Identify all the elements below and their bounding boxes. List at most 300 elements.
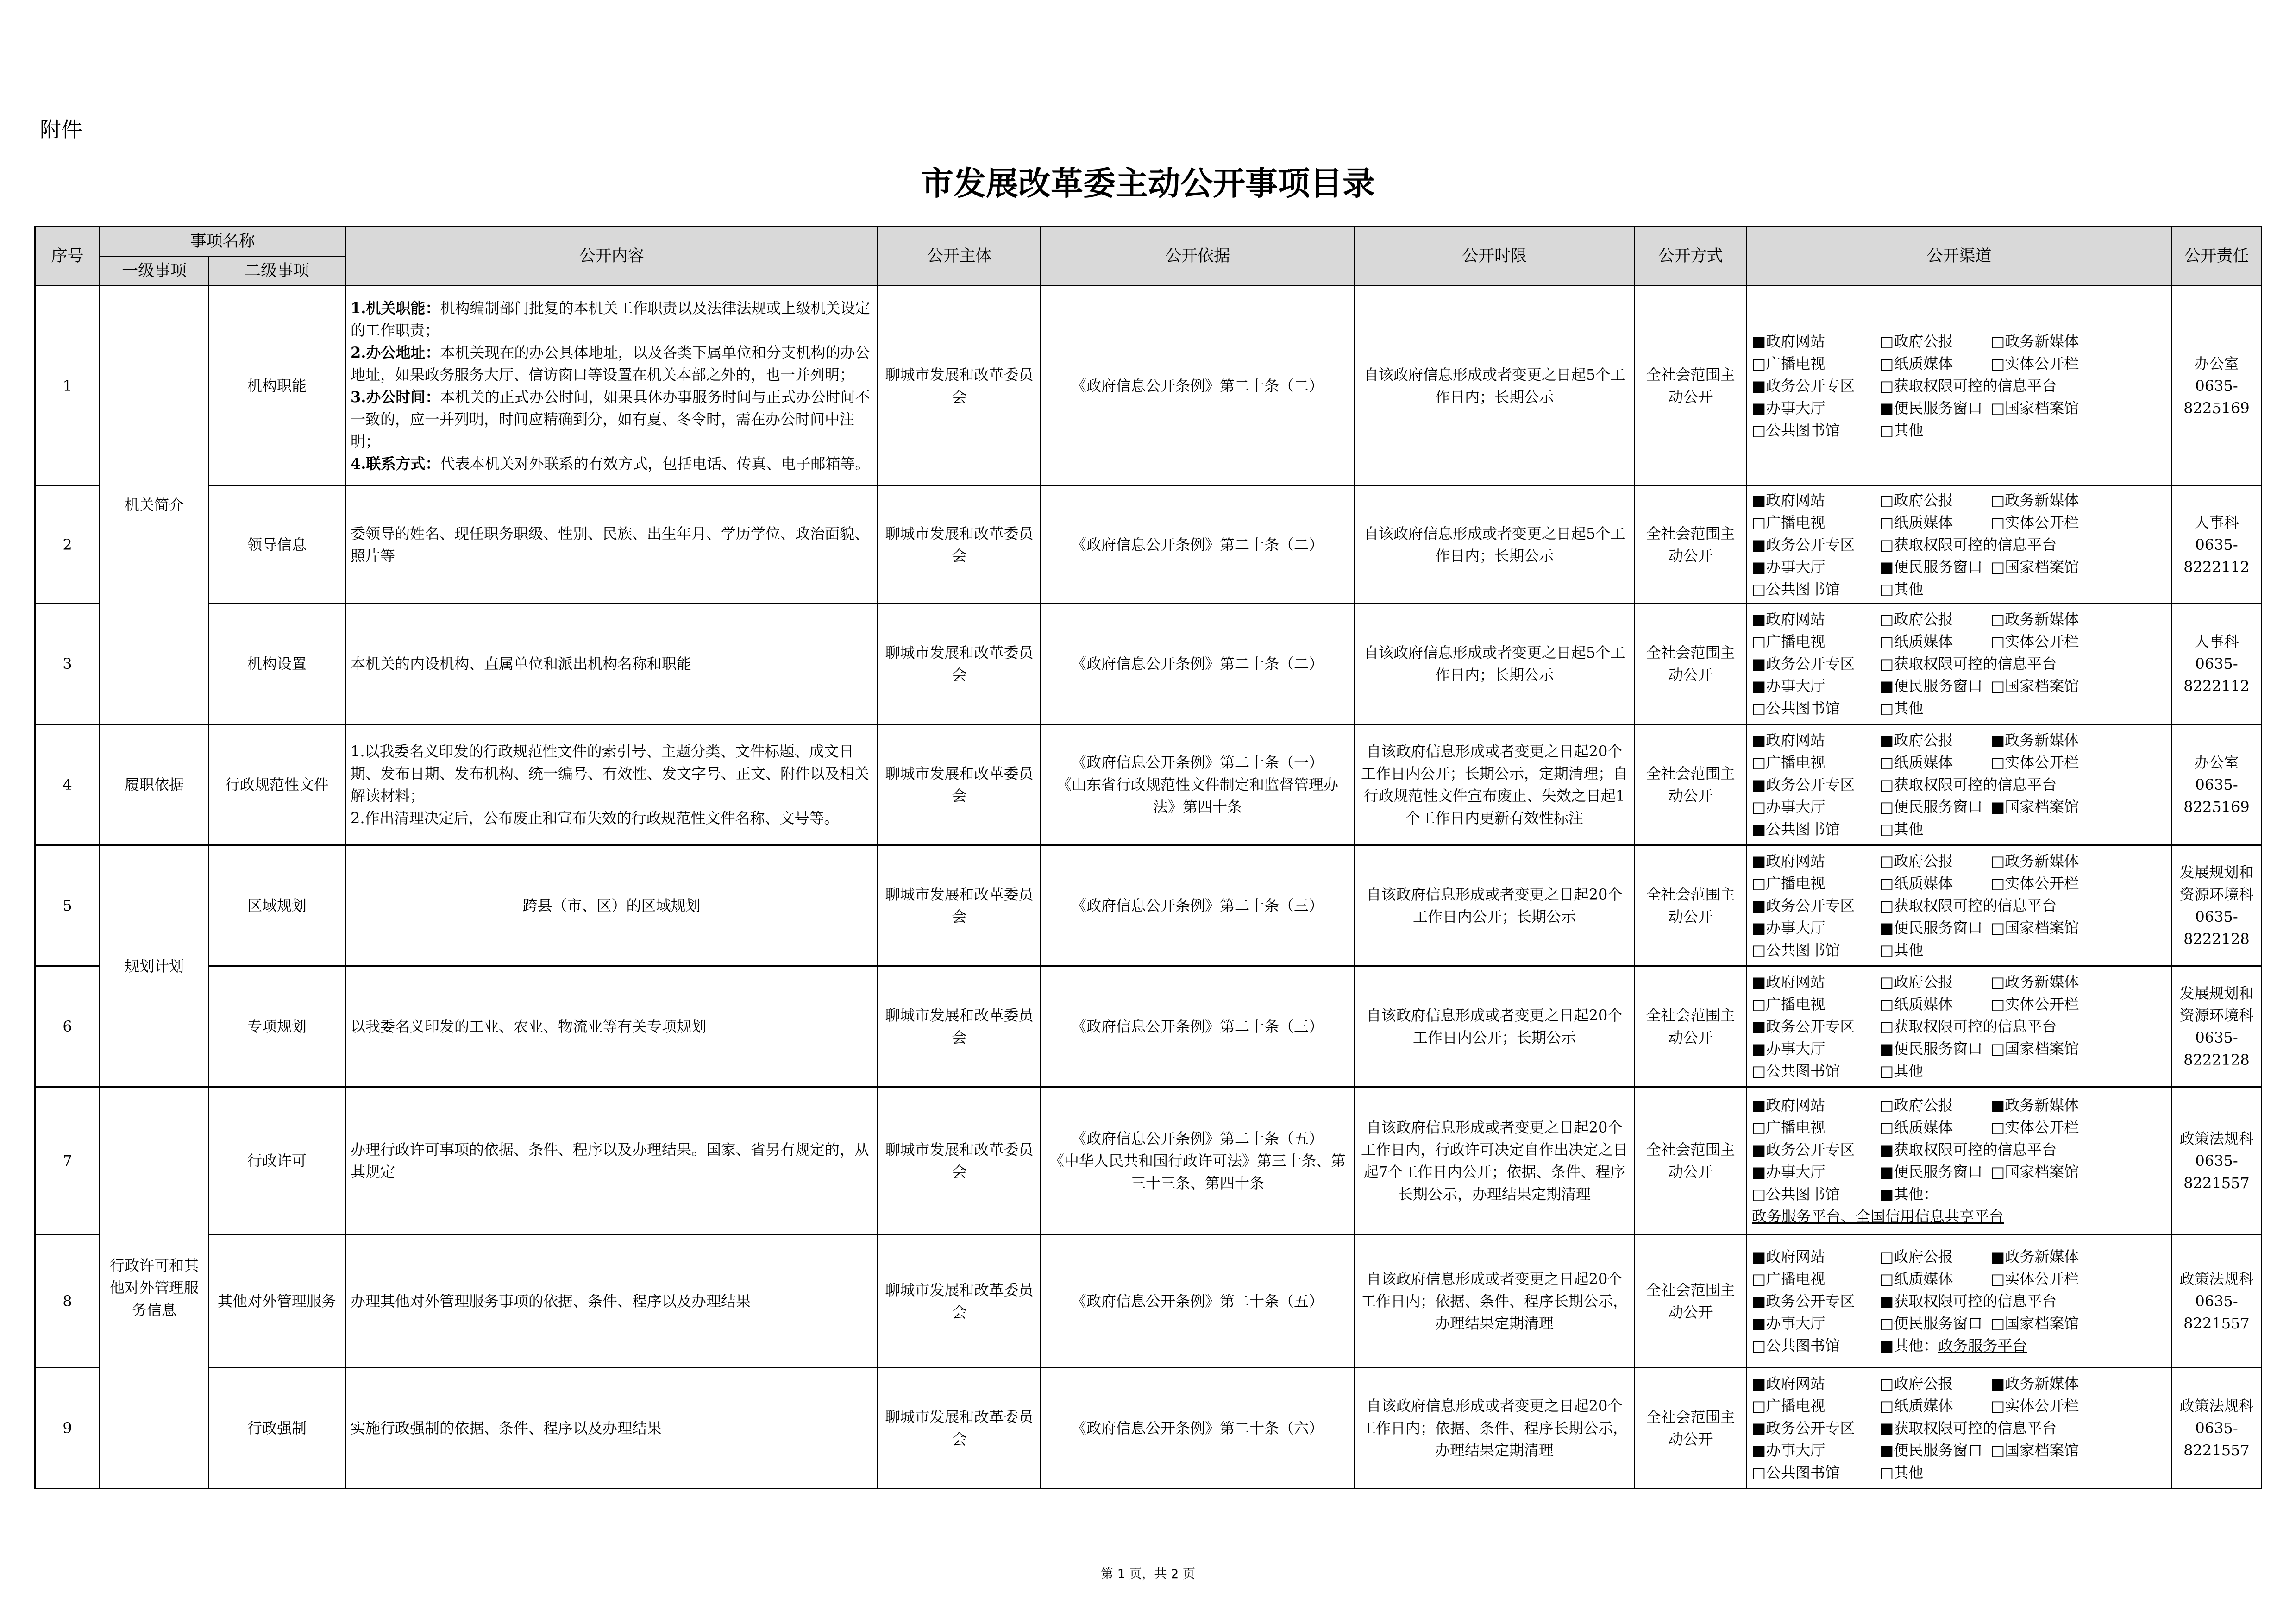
channel-label: 政务公开专区 [1766, 377, 1855, 395]
channel-label: 获取权限可控的信息平台 [1894, 1419, 2057, 1437]
seq-cell: 4 [35, 724, 100, 845]
content-cell: 以我委名义印发的工业、农业、物流业等有关专项规划 [345, 966, 878, 1087]
channel-label: 纸质媒体 [1894, 1270, 1953, 1288]
time-limit-cell: 自该政府信息形成或者变更之日起20个工作日内，行政许可决定自作出决定之日起7个工作日内公开；依据、条件、程序长期公示，办理结果定期清理 [1355, 1087, 1635, 1234]
checkbox-icon: ■ [1752, 1040, 1766, 1057]
responsibility-cell: 政策法规科 0635-8221557 [2172, 1234, 2262, 1368]
channel-option-zone [1752, 1417, 1880, 1439]
channel-label: 国家档案馆 [2005, 1163, 2079, 1181]
channel-option-archives [1991, 1439, 2079, 1461]
time-limit-cell: 自该政府信息形成或者变更之日起20个工作日内公开；长期公示 [1355, 966, 1635, 1087]
channel-option-board [1991, 511, 2079, 534]
channel-label: 获取权限可控的信息平台 [1894, 535, 2057, 554]
channel-option-zone [1752, 1139, 1880, 1161]
table-row [35, 286, 2262, 486]
channel-label: 政务公开专区 [1766, 1140, 1855, 1158]
channel-option-window [1880, 1161, 1991, 1183]
channel-label: 政府公报 [1894, 1096, 1953, 1114]
channel-option-window [1880, 1038, 1991, 1060]
channel-label: 政府网站 [1766, 973, 1826, 991]
content-cell: 1.以我委名义印发的行政规范性文件的索引号、主题分类、文件标题、成文日期、发布日期、发布机构、统一编号、有效性、发文字号、正文、附件以及相关解读材料； 2.作出清理决定后，公布废止和宣布失效的行政规范性文件名称、文号等。 [345, 724, 878, 845]
checkbox-icon: ■ [1752, 897, 1766, 914]
channel-label: 获取权限可控的信息平台 [1894, 776, 2057, 793]
channel-label: 纸质媒体 [1894, 1397, 1953, 1415]
checkbox-icon: □ [1880, 1314, 1894, 1332]
checkbox-icon: ■ [1752, 399, 1766, 417]
channel-option-print [1880, 993, 1991, 1015]
channel-option-archives [1991, 917, 2079, 939]
channel-option-window [1880, 556, 1991, 578]
checkbox-icon: ■ [1991, 1096, 2005, 1114]
channel-cell [1747, 966, 2172, 1087]
channel-label: 纸质媒体 [1894, 354, 1953, 372]
channel-label: 其他 [1894, 1336, 1924, 1354]
checkbox-icon: □ [1880, 941, 1894, 959]
checkbox-icon: ■ [1880, 1040, 1894, 1057]
responsibility-cell: 发展规划和资源环境科 0635-8222128 [2172, 845, 2262, 966]
channel-label: 广播电视 [1766, 354, 1826, 372]
channel-option-hall [1752, 1439, 1880, 1461]
channel-label: 获取权限可控的信息平台 [1894, 377, 2057, 395]
channel-label: 纸质媒体 [1894, 633, 1953, 650]
checkbox-icon: □ [1991, 1163, 2005, 1181]
level2-cell: 机构设置 [209, 604, 345, 724]
channel-label: 实体公开栏 [2005, 995, 2079, 1013]
channel-label: 国家档案馆 [2005, 1441, 2079, 1459]
checkbox-icon: □ [1880, 1096, 1894, 1114]
channel-label: 国家档案馆 [2005, 558, 2079, 576]
header-subject: 公开主体 [878, 227, 1041, 286]
seq-cell: 3 [35, 604, 100, 724]
subject-cell: 聊城市发展和改革委员会 [878, 966, 1041, 1087]
channel-option-archives [1991, 1161, 2079, 1183]
channel-option-terminal [1880, 1417, 2057, 1439]
subject-cell: 聊城市发展和改革委员会 [878, 286, 1041, 486]
channel-label: 纸质媒体 [1894, 1118, 1953, 1136]
channel-label: 办事大厅 [1766, 677, 1826, 695]
checkbox-icon: ■ [1880, 1185, 1894, 1203]
checkbox-icon: □ [1880, 580, 1894, 598]
checkbox-icon: □ [1752, 1118, 1766, 1136]
checkbox-icon: ■ [1880, 558, 1894, 576]
table-row [35, 486, 2262, 604]
content-item-text: 本机关现在的办公具体地址，以及各类下属单位和分支机构的办公地址，如果政务服务大厅、信访窗口等设置在机关本部之外的，也一并列明； [351, 343, 870, 384]
channel-label: 办事大厅 [1766, 1441, 1826, 1459]
channel-option-library [1752, 1060, 1880, 1082]
checkbox-icon: □ [1880, 875, 1894, 892]
channel-label: 实体公开栏 [2005, 1270, 2079, 1288]
checkbox-icon: ■ [1752, 1018, 1766, 1035]
channel-option-board [1991, 993, 2079, 1015]
level2-cell: 领导信息 [209, 486, 345, 604]
channel-option-archives [1991, 1312, 2079, 1334]
checkbox-icon: □ [1880, 513, 1894, 531]
channel-option-zone [1752, 653, 1880, 675]
checkbox-icon: □ [1752, 798, 1766, 816]
channel-label: 广播电视 [1766, 875, 1826, 892]
seq-cell: 2 [35, 486, 100, 604]
channel-option-library [1752, 697, 1880, 719]
channel-label: 政府网站 [1766, 611, 1826, 628]
responsibility-cell: 政策法规科 0635-8221557 [2172, 1087, 2262, 1234]
checkbox-icon: ■ [1752, 1163, 1766, 1181]
channel-option-board [1991, 352, 2079, 375]
checkbox-icon: ■ [1991, 1375, 2005, 1392]
subject-cell: 聊城市发展和改革委员会 [878, 1368, 1041, 1489]
channel-option-gazette [1880, 1094, 1991, 1116]
channel-option-print [1880, 1395, 1991, 1417]
channel-label: 国家档案馆 [2005, 1314, 2079, 1332]
channel-option-gazette [1880, 489, 1991, 511]
channel-label: 国家档案馆 [2005, 1040, 2079, 1057]
channel-option-window [1880, 796, 1991, 818]
basis-cell: 《政府信息公开条例》第二十条（六） [1041, 1368, 1355, 1489]
checkbox-icon: □ [1991, 1040, 2005, 1057]
channel-option-board [1991, 630, 2079, 653]
checkbox-icon: ■ [1752, 1375, 1766, 1392]
checkbox-icon: ■ [1752, 535, 1766, 554]
channel-label: 实体公开栏 [2005, 513, 2079, 531]
content-item-label: 1.机关职能： [351, 299, 440, 317]
channel-label: 便民服务窗口 [1894, 919, 1983, 937]
checkbox-icon: □ [1880, 1397, 1894, 1415]
channel-option-zone [1752, 534, 1880, 556]
subject-cell: 聊城市发展和改革委员会 [878, 1234, 1041, 1368]
checkbox-icon: ■ [1752, 731, 1766, 749]
channel-option-other [1880, 419, 1923, 441]
checkbox-icon: □ [1991, 852, 2005, 870]
channel-option-window [1880, 917, 1991, 939]
channel-label: 政务新媒体 [2005, 852, 2079, 870]
channel-label: 纸质媒体 [1894, 754, 1953, 771]
content-item-label: 4.联系方式： [351, 454, 440, 472]
time-limit-cell: 自该政府信息形成或者变更之日起20个工作日内公开；长期公示，定期清理；自行政规范性文件宣布废止、失效之日起1个工作日内更新有效性标注 [1355, 724, 1635, 845]
header-time-limit: 公开时限 [1355, 227, 1635, 286]
channel-option-gazette [1880, 729, 1991, 751]
checkbox-icon: □ [1752, 1464, 1766, 1481]
checkbox-icon: □ [1752, 421, 1766, 439]
channel-option-new_media [1991, 850, 2079, 872]
basis-cell: 《政府信息公开条例》第二十条（二） [1041, 486, 1355, 604]
checkbox-icon: □ [1880, 699, 1894, 717]
channel-option-website [1752, 850, 1880, 872]
channel-label: 其他 [1894, 1185, 1924, 1203]
channel-option-website [1752, 489, 1880, 511]
channel-option-board [1991, 1395, 2079, 1417]
checkbox-icon: □ [1752, 1397, 1766, 1415]
checkbox-icon: □ [1880, 820, 1894, 838]
channel-option-website [1752, 729, 1880, 751]
channel-label: 政府网站 [1766, 1375, 1826, 1392]
channel-option-window [1880, 1312, 1991, 1334]
checkbox-icon: ■ [1991, 731, 2005, 749]
basis-cell: 《政府信息公开条例》第二十条（五） [1041, 1234, 1355, 1368]
table-row [35, 845, 2262, 966]
channel-option-gazette [1880, 1372, 1991, 1395]
channel-option-library [1752, 939, 1880, 961]
channel-option-terminal [1880, 375, 2057, 397]
checkbox-icon: ■ [1880, 1140, 1894, 1158]
channel-label: 便民服务窗口 [1894, 1163, 1983, 1181]
checkbox-icon: □ [1880, 1247, 1894, 1265]
channel-label: 实体公开栏 [2005, 754, 2079, 771]
checkbox-icon: □ [1880, 897, 1894, 914]
checkbox-icon: □ [1991, 399, 2005, 417]
checkbox-icon: □ [1991, 1270, 2005, 1288]
channel-label: 纸质媒体 [1894, 995, 1953, 1013]
channel-label: 政务新媒体 [2005, 731, 2079, 749]
channel-label: 其他 [1894, 1062, 1924, 1080]
channel-option-window [1880, 397, 1991, 419]
basis-cell: 《政府信息公开条例》第二十条（二） [1041, 286, 1355, 486]
checkbox-icon: □ [1880, 332, 1894, 350]
checkbox-icon: □ [1752, 1062, 1766, 1080]
checkbox-icon: □ [1880, 377, 1894, 395]
channel-option-terminal [1880, 1290, 2057, 1312]
checkbox-icon: ■ [1880, 677, 1894, 695]
channel-cell [1747, 1087, 2172, 1234]
channel-label: 办事大厅 [1766, 1040, 1826, 1057]
checkbox-icon: ■ [1752, 1441, 1766, 1459]
channel-option-other [1880, 578, 1923, 600]
checkbox-icon: □ [1880, 421, 1894, 439]
subject-cell: 聊城市发展和改革委员会 [878, 724, 1041, 845]
channel-option-website [1752, 1094, 1880, 1116]
content-item-label: 2.办公地址： [351, 343, 440, 361]
page-title: 市发展改革委主动公开事项目录 [921, 164, 1375, 202]
seq-cell: 5 [35, 845, 100, 966]
channel-option-gazette [1880, 971, 1991, 993]
checkbox-icon: ■ [1752, 677, 1766, 695]
checkbox-icon: ■ [1880, 1441, 1894, 1459]
checkbox-icon: □ [1752, 513, 1766, 531]
seq-cell: 8 [35, 1234, 100, 1368]
checkbox-icon: □ [1880, 655, 1894, 673]
checkbox-icon: □ [1880, 973, 1894, 991]
channel-option-terminal [1880, 774, 2057, 796]
channel-label: 广播电视 [1766, 995, 1826, 1013]
content-cell: 实施行政强制的依据、条件、程序以及办理结果 [345, 1368, 878, 1489]
content-cell: 本机关的内设机构、直属单位和派出机构名称和职能 [345, 604, 878, 724]
channel-label: 国家档案馆 [2005, 798, 2079, 816]
checkbox-icon: ■ [1752, 919, 1766, 937]
channel-option-new_media [1991, 729, 2079, 751]
checkbox-icon: □ [1991, 1397, 2005, 1415]
channel-option-other [1880, 1060, 1923, 1082]
channel-label: 政务新媒体 [2005, 1247, 2079, 1265]
channel-option-other: ■其他：政务服务平台、全国信用信息共享平台 [1752, 1185, 2004, 1225]
channel-label: 政府公报 [1894, 491, 1953, 509]
channel-option-zone [1752, 375, 1880, 397]
checkbox-icon: ■ [1752, 1247, 1766, 1265]
channel-option-library [1752, 419, 1880, 441]
content-cell: 办理其他对外管理服务事项的依据、条件、程序以及办理结果 [345, 1234, 878, 1368]
checkbox-icon: ■ [1880, 1292, 1894, 1310]
channel-option-print [1880, 872, 1991, 894]
checkbox-icon: ■ [1752, 852, 1766, 870]
header-level1: 一级事项 [100, 256, 209, 286]
channel-option-hall [1752, 397, 1880, 419]
checkbox-icon: ■ [1880, 731, 1894, 749]
content-cell: 办理行政许可事项的依据、条件、程序以及办理结果。国家、省另有规定的，从其规定 [345, 1087, 878, 1234]
checkbox-icon: □ [1880, 491, 1894, 509]
checkbox-icon: □ [1752, 633, 1766, 650]
channel-option-new_media [1991, 489, 2079, 511]
channel-option-library [1752, 578, 1880, 600]
channel-option-broadcast [1752, 1116, 1880, 1139]
header-channel: 公开渠道 [1747, 227, 2172, 286]
time-limit-cell: 自该政府信息形成或者变更之日起20个工作日内公开；长期公示 [1355, 845, 1635, 966]
channel-label: 便民服务窗口 [1894, 1441, 1983, 1459]
channel-label: 办事大厅 [1766, 558, 1826, 576]
checkbox-icon: □ [1880, 1464, 1894, 1481]
channel-label: 其他 [1894, 820, 1924, 838]
header-responsibility: 公开责任 [2172, 227, 2262, 286]
channel-option-archives [1991, 675, 2079, 697]
channel-label: 实体公开栏 [2005, 633, 2079, 650]
checkbox-icon: □ [1880, 1270, 1894, 1288]
channel-option-zone [1752, 894, 1880, 917]
checkbox-icon: □ [1991, 558, 2005, 576]
channel-option-print [1880, 511, 1991, 534]
channel-option-terminal [1880, 1139, 2057, 1161]
channel-label: 政务新媒体 [2005, 491, 2079, 509]
method-cell: 全社会范围主动公开 [1635, 1234, 1747, 1368]
responsibility-cell: 发展规划和资源环境科 0635-8222128 [2172, 966, 2262, 1087]
level2-cell: 行政强制 [209, 1368, 345, 1489]
checkbox-icon: □ [1752, 580, 1766, 598]
channel-option-library [1752, 1183, 1880, 1205]
checkbox-icon: ■ [1752, 1096, 1766, 1114]
seq-cell: 9 [35, 1368, 100, 1489]
checkbox-icon: □ [1752, 1336, 1766, 1354]
channel-option-other [1880, 939, 1923, 961]
checkbox-icon: ■ [1752, 377, 1766, 395]
channel-option-website [1752, 1246, 1880, 1268]
channel-label: 实体公开栏 [2005, 1118, 2079, 1136]
channel-label: 办事大厅 [1766, 1314, 1826, 1332]
channel-option-broadcast [1752, 993, 1880, 1015]
checkbox-icon: □ [1991, 1441, 2005, 1459]
channel-option-library [1752, 818, 1880, 840]
channel-label: 政务新媒体 [2005, 1096, 2079, 1114]
channel-option-window [1880, 1439, 1991, 1461]
channel-label: 广播电视 [1766, 633, 1826, 650]
channel-label: 政府网站 [1766, 731, 1826, 749]
channel-label: 政务新媒体 [2005, 611, 2079, 628]
channel-option-gazette [1880, 608, 1991, 630]
channel-option-zone [1752, 774, 1880, 796]
channel-label: 政府公报 [1894, 852, 1953, 870]
channel-label: 国家档案馆 [2005, 399, 2079, 417]
responsibility-cell: 人事科 0635-8222112 [2172, 604, 2262, 724]
checkbox-icon: □ [1752, 995, 1766, 1013]
basis-cell: 《政府信息公开条例》第二十条（一） 《山东省行政规范性文件制定和监督管理办法》第四十条 [1041, 724, 1355, 845]
checkbox-icon: □ [1991, 611, 2005, 628]
basis-cell: 《政府信息公开条例》第二十条（二） [1041, 604, 1355, 724]
channel-option-library [1752, 1334, 1880, 1357]
level2-cell: 行政许可 [209, 1087, 345, 1234]
channel-label: 公共图书馆 [1766, 421, 1840, 439]
responsibility-cell: 办公室 0635-8225169 [2172, 286, 2262, 486]
channel-label: 政府网站 [1766, 1096, 1826, 1114]
channel-label: 办事大厅 [1766, 798, 1826, 816]
channel-label: 广播电视 [1766, 1397, 1826, 1415]
header-method: 公开方式 [1635, 227, 1747, 286]
table-row [35, 724, 2262, 845]
channel-label: 便民服务窗口 [1894, 798, 1983, 816]
channel-label: 公共图书馆 [1766, 1185, 1840, 1203]
channel-option-terminal [1880, 534, 2057, 556]
channel-label: 广播电视 [1766, 513, 1826, 531]
responsibility-cell: 办公室 0635-8225169 [2172, 724, 2262, 845]
subject-cell: 聊城市发展和改革委员会 [878, 486, 1041, 604]
attachment-label: 附件 [40, 117, 82, 142]
channel-option-archives [1991, 1038, 2079, 1060]
channel-label: 便民服务窗口 [1894, 1040, 1983, 1057]
channel-label: 政府公报 [1894, 1375, 1953, 1392]
content-item-text: 机构编制部门批复的本机关工作职责以及法律法规或上级机关设定的工作职责； [351, 299, 870, 339]
checkbox-icon: □ [1991, 354, 2005, 372]
channel-option-print [1880, 751, 1991, 774]
channel-label: 政务新媒体 [2005, 1375, 2079, 1392]
checkbox-icon: □ [1880, 354, 1894, 372]
checkbox-icon: □ [1991, 677, 2005, 695]
checkbox-icon: ■ [1752, 611, 1766, 628]
table-row [35, 1234, 2262, 1368]
time-limit-cell: 自该政府信息形成或者变更之日起20个工作日内；依据、条件、程序长期公示，办理结果定期清理 [1355, 1234, 1635, 1368]
checkbox-icon: □ [1880, 798, 1894, 816]
channel-label: 政府公报 [1894, 973, 1953, 991]
channel-option-window [1880, 675, 1991, 697]
channel-option-broadcast [1752, 872, 1880, 894]
channel-option-board [1991, 872, 2079, 894]
channel-option-terminal [1880, 894, 2057, 917]
responsibility-cell: 人事科 0635-8222112 [2172, 486, 2262, 604]
channel-cell [1747, 1368, 2172, 1489]
channel-option-other [1880, 818, 1923, 840]
method-cell: 全社会范围主动公开 [1635, 724, 1747, 845]
channel-option-hall [1752, 1038, 1880, 1060]
channel-label: 政务新媒体 [2005, 973, 2079, 991]
header-level2: 二级事项 [209, 256, 345, 286]
channel-label: 公共图书馆 [1766, 699, 1840, 717]
channel-option-website [1752, 1372, 1880, 1395]
time-limit-cell: 自该政府信息形成或者变更之日起5个工作日内；长期公示 [1355, 286, 1635, 486]
checkbox-icon: □ [1880, 611, 1894, 628]
content-cell: 委领导的姓名、现任职务职级、性别、民族、出生年月、学历学位、政治面貌、照片等 [345, 486, 878, 604]
channel-label: 获取权限可控的信息平台 [1894, 1292, 2057, 1310]
table-row [35, 1087, 2262, 1234]
other-channel-text: 政务服务平台、全国信用信息共享平台 [1752, 1207, 2004, 1225]
responsibility-cell: 政策法规科 0635-8221557 [2172, 1368, 2262, 1489]
level1-cell: 规划计划 [100, 845, 209, 1087]
channel-option-website [1752, 330, 1880, 352]
checkbox-icon: □ [1752, 754, 1766, 771]
channel-label: 政务公开专区 [1766, 1419, 1855, 1437]
channel-label: 其他 [1894, 421, 1924, 439]
level2-cell: 专项规划 [209, 966, 345, 1087]
channel-label: 办事大厅 [1766, 919, 1826, 937]
table-row [35, 966, 2262, 1087]
channel-label: 公共图书馆 [1766, 1336, 1840, 1354]
checkbox-icon: ■ [1752, 558, 1766, 576]
channel-label: 实体公开栏 [2005, 1397, 2079, 1415]
method-cell: 全社会范围主动公开 [1635, 604, 1747, 724]
channel-option-broadcast [1752, 1268, 1880, 1290]
channel-label: 便民服务窗口 [1894, 677, 1983, 695]
channel-option-new_media [1991, 1372, 2079, 1395]
